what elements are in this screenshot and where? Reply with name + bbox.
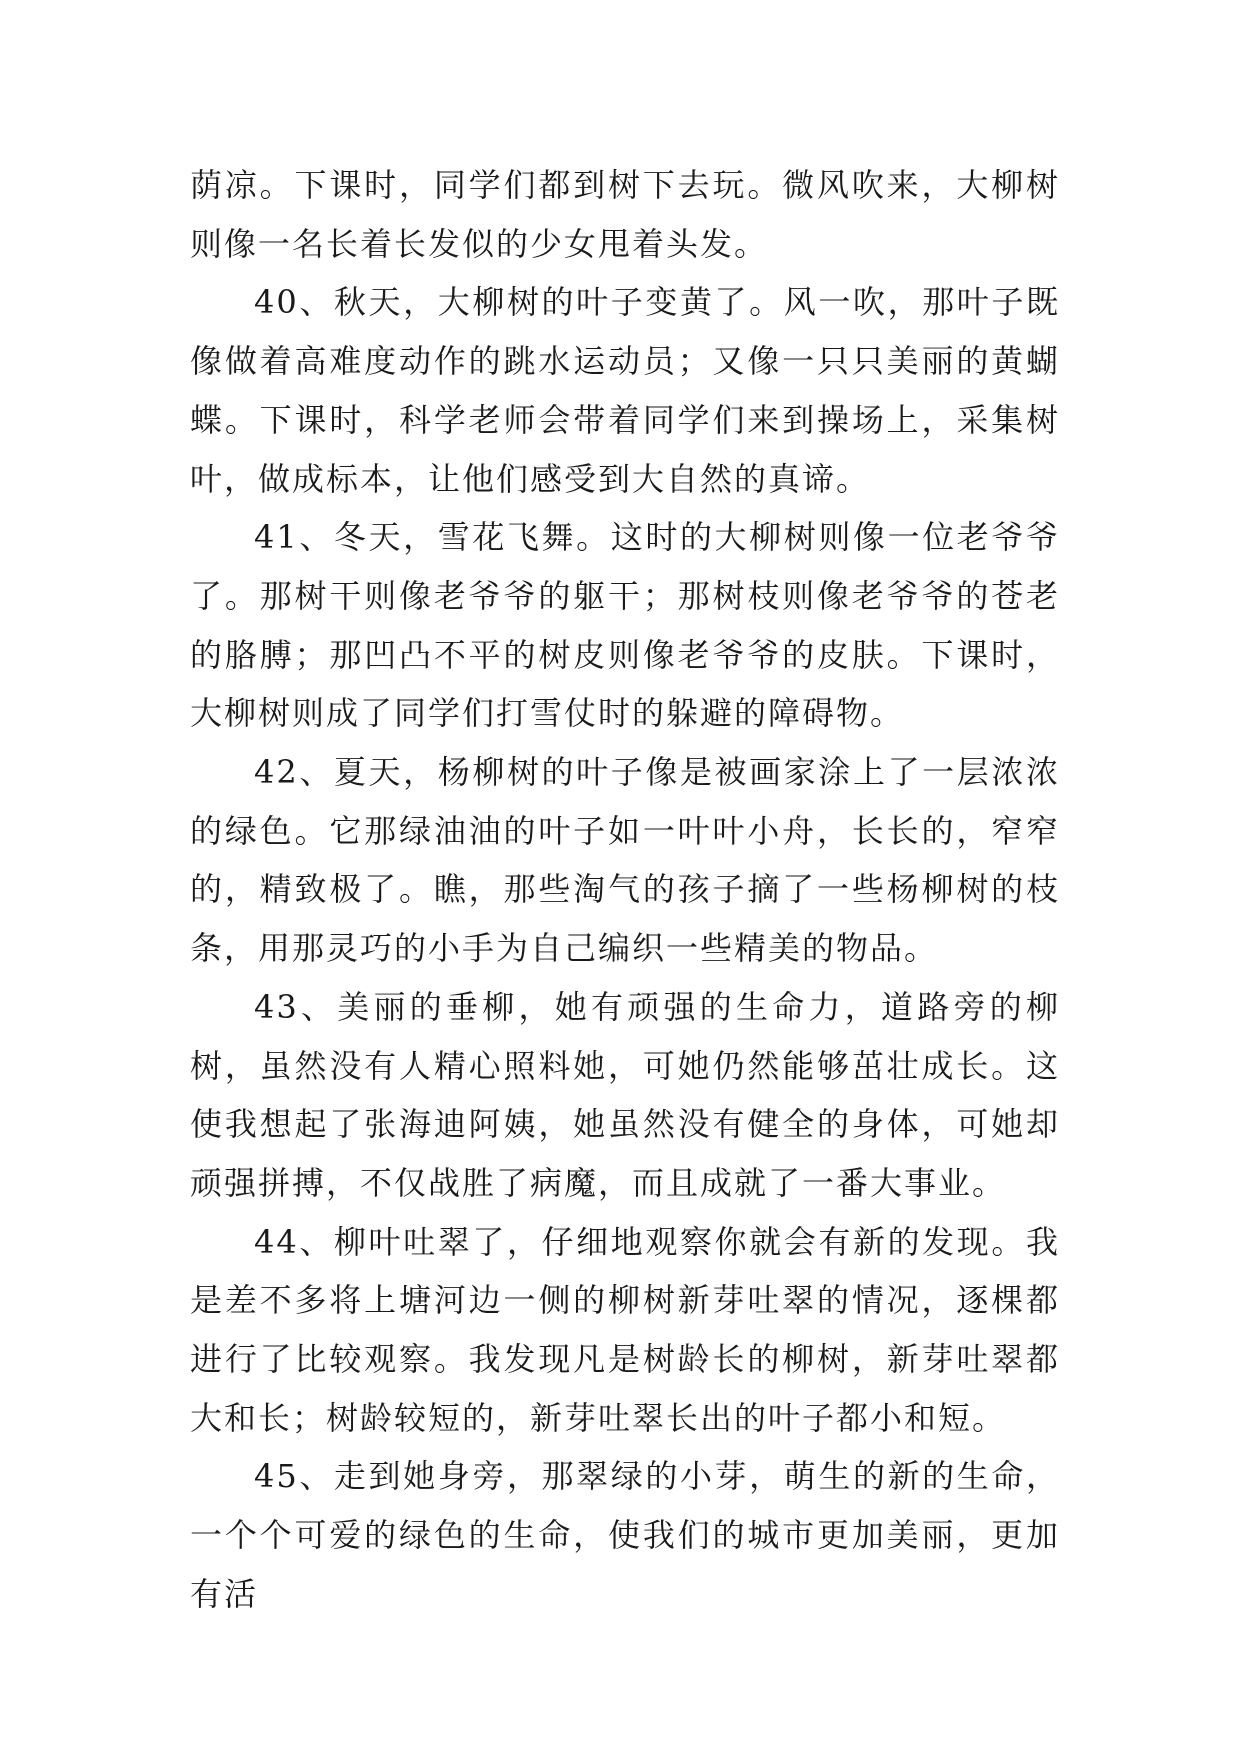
paragraph-43: 43、美丽的垂柳，她有顽强的生命力，道路旁的柳树，虽然没有人精心照料她，可她仍然能够茁壮成长。这使我想起了张海迪阿姨，她虽然没有健全的身体，可她却顽强拼搏，不仅战胜了病魔，而且成就了一番大事业。 <box>190 987 1060 1202</box>
paragraph-45: 45、走到她身旁，那翠绿的小芽，萌生的新的生命，一个个可爱的绿色的生命，使我们的城市更加美丽，更加有活 <box>190 1457 1060 1613</box>
paragraph-continuation: 荫凉。下课时，同学们都到树下去玩。微风吹来，大柳树则像一名长着长发似的少女甩着头发。 <box>190 166 1060 263</box>
paragraph-44: 44、柳叶吐翠了，仔细地观察你就会有新的发现。我是差不多将上塘河边一侧的柳树新芽吐翠的情况，逐棵都进行了比较观察。我发现凡是树龄长的柳树，新芽吐翠都大和长；树龄较短的，新芽吐翠长出的叶子都小和短。 <box>190 1222 1060 1437</box>
paragraph-40: 40、秋天，大柳树的叶子变黄了。风一吹，那叶子既像做着高难度动作的跳水运动员；又像一只只美丽的黄蝴蝶。下课时，科学老师会带着同学们来到操场上，采集树叶，做成标本，让他们感受到大自然的真谛。 <box>190 283 1060 498</box>
paragraph-42: 42、夏天，杨柳树的叶子像是被画家涂上了一层浓浓的绿色。它那绿油油的叶子如一叶叶小舟，长长的，窄窄的，精致极了。瞧，那些淘气的孩子摘了一些杨柳树的枝条，用那灵巧的小手为自己编织一些精美的物品。 <box>190 753 1060 968</box>
body-text <box>190 156 1060 1624</box>
paragraph-41: 41、冬天，雪花飞舞。这时的大柳树则像一位老爷爷了。那树干则像老爷爷的躯干；那树枝则像老爷爷的苍老的胳膊；那凹凸不平的树皮则像老爷爷的皮肤。下课时，大柳树则成了同学们打雪仗时的躲避的障碍物。 <box>190 518 1060 733</box>
